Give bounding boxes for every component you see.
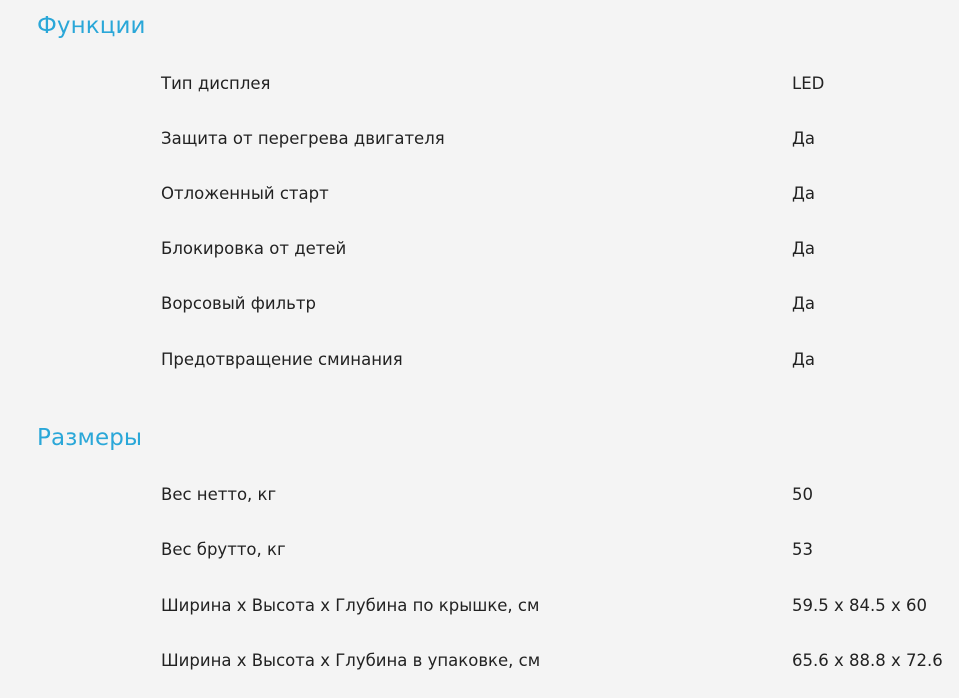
spec-value: Да [792, 184, 816, 203]
section-title-functions: Функции [37, 13, 146, 39]
spec-row [161, 538, 959, 562]
spec-value: Да [792, 294, 816, 313]
spec-row [161, 72, 959, 96]
spec-value: 59.5 x 84.5 x 60 [792, 596, 927, 615]
spec-label: Защита от перегрева двигателя [161, 129, 445, 148]
spec-row [161, 292, 959, 316]
spec-label: Вес брутто, кг [161, 540, 286, 559]
spec-row [161, 237, 959, 261]
spec-label: Отложенный старт [161, 184, 329, 203]
spec-row [161, 348, 959, 372]
spec-label: Ворсовый фильтр [161, 294, 316, 313]
spec-row [161, 127, 959, 151]
spec-row [161, 594, 959, 618]
spec-value: Да [792, 239, 816, 258]
spec-value: LED [792, 74, 825, 93]
spec-value: Да [792, 129, 816, 148]
spec-row [161, 649, 959, 673]
spec-label: Ширина x Высота x Глубина по крышке, см [161, 596, 540, 615]
spec-row [161, 483, 959, 507]
spec-label: Ширина x Высота x Глубина в упаковке, см [161, 651, 541, 670]
spec-value: 50 [792, 485, 813, 504]
section-title-dimensions: Размеры [37, 425, 143, 451]
spec-label: Тип дисплея [161, 74, 271, 93]
spec-value: 65.6 x 88.8 x 72.6 [792, 651, 943, 670]
spec-label: Вес нетто, кг [161, 485, 277, 504]
spec-row [161, 182, 959, 206]
spec-value: 53 [792, 540, 813, 559]
spec-value: Да [792, 350, 816, 369]
spec-label: Предотвращение сминания [161, 350, 403, 369]
spec-label: Блокировка от детей [161, 239, 347, 258]
